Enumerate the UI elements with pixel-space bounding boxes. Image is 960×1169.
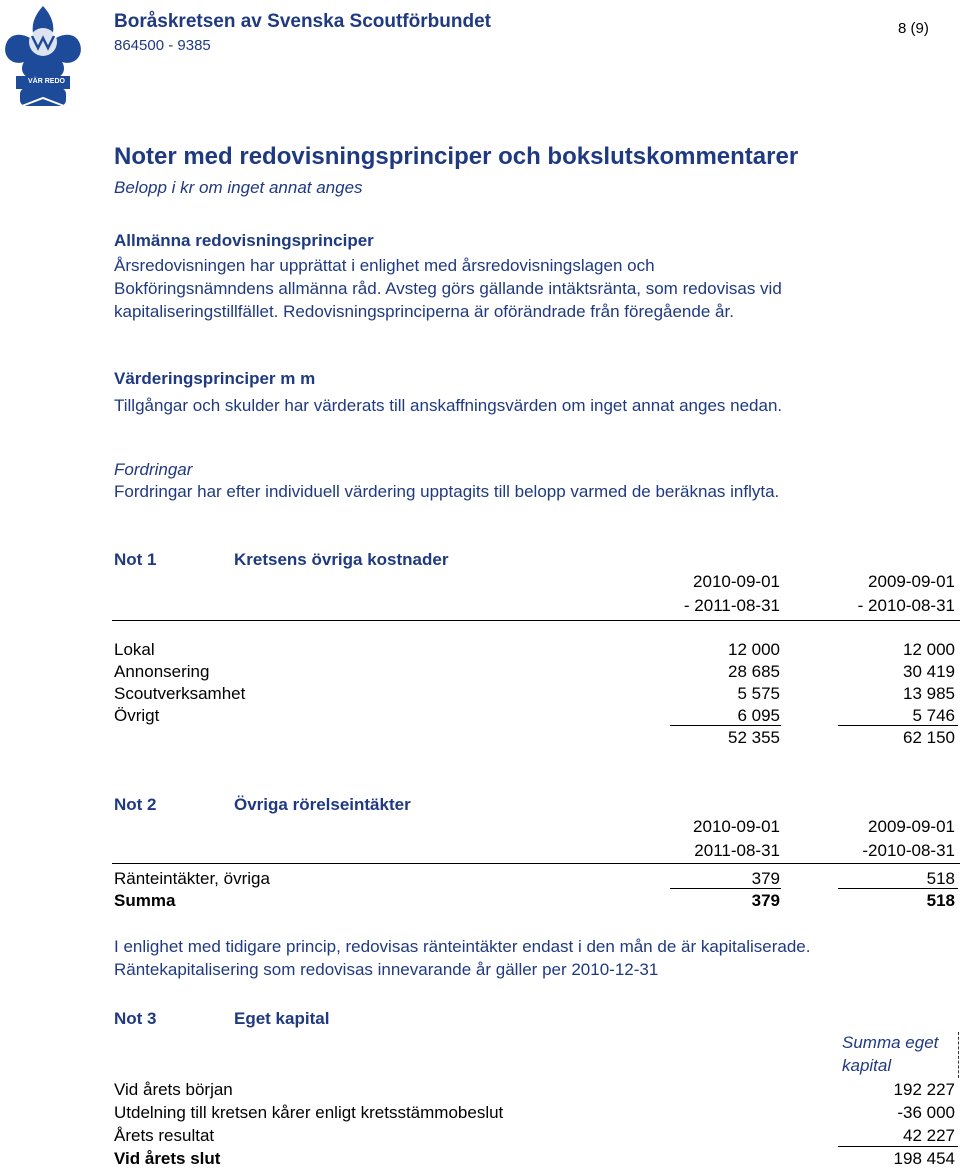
note1-row-value-previous: 12 000 xyxy=(903,640,955,659)
note3-col-header-2: kapital xyxy=(842,1056,892,1075)
principles-line-2: Bokföringsnämndens allmänna råd. Avsteg görs gällande intäktsränta, som redovisas vid xyxy=(114,279,782,298)
receivables-text: Fordringar har efter individuell värdering upptagits till belopp varmed de beräknas inflyta. xyxy=(114,482,780,501)
note2-label: Not 2 xyxy=(114,795,157,814)
note3-total-label: Vid årets slut xyxy=(114,1149,221,1168)
note1-col1-end: - 2011-08-31 xyxy=(683,596,780,615)
valuation-heading: Värderingsprinciper m m xyxy=(114,369,316,388)
note3-row-label: Utdelning till kretsen kårer enligt kretsstämmobeslut xyxy=(114,1103,504,1122)
note1-row-value-current: 5 575 xyxy=(737,684,780,703)
note1-row-value-current: 12 000 xyxy=(728,640,780,659)
note3-col-header-1: Summa eget xyxy=(842,1033,939,1052)
note3-row-value: -36 000 xyxy=(897,1103,955,1122)
organization-name: Boråskretsen av Svenska Scoutförbundet xyxy=(114,11,491,32)
note1-row-value-previous: 30 419 xyxy=(903,662,955,681)
principles-line-3: kapitaliseringstillfället. Redovisningsprinciperna är oförändrade från föregående år. xyxy=(114,302,734,321)
organization-number: 864500 - 9385 xyxy=(114,37,211,54)
note1-row-label: Scoutverksamhet xyxy=(114,684,246,703)
logo-motto: VÄR REDO xyxy=(28,78,65,85)
note1-col2-start: 2009-09-01 xyxy=(868,572,955,591)
note1-col2-end: - 2010-08-31 xyxy=(857,596,955,615)
note2-row-label: Ränteintäkter, övriga xyxy=(114,869,270,888)
note2-remark-1: I enlighet med tidigare princip, redovisas ränteintäkter endast i den mån de är kapitaliserade. xyxy=(114,937,811,956)
note3-column-border xyxy=(958,1032,959,1078)
note1-row-label: Lokal xyxy=(114,640,155,659)
note1-row-value-previous: 13 985 xyxy=(903,684,955,703)
note3-row-label: Årets resultat xyxy=(114,1126,215,1145)
note3-row-value: 42 227 xyxy=(903,1126,955,1145)
note2-col2-end: -2010-08-31 xyxy=(862,841,955,860)
principles-heading: Allmänna redovisningsprinciper xyxy=(114,231,374,250)
note2-col2-start: 2009-09-01 xyxy=(868,817,955,836)
note1-total-previous: 62 150 xyxy=(903,728,955,747)
valuation-text: Tillgångar och skulder har värderats till anskaffningsvärden om inget annat anges nedan. xyxy=(114,396,783,415)
note1-row-value-current: 28 685 xyxy=(728,662,780,681)
note2-title: Övriga rörelseintäkter xyxy=(234,795,411,814)
scout-logo xyxy=(2,2,84,110)
note1-label: Not 1 xyxy=(114,550,157,569)
receivables-heading: Fordringar xyxy=(114,460,193,479)
note1-sum-rule-current xyxy=(670,725,781,726)
principles-line-1: Årsredovisningen har upprättat i enlighet med årsredovisningslagen och xyxy=(114,256,655,275)
note2-remark-2: Räntekapitalisering som redovisas innevarande år gäller per 2010-12-31 xyxy=(114,960,659,979)
note3-label: Not 3 xyxy=(114,1009,157,1028)
note1-row-value-current: 6 095 xyxy=(737,706,780,725)
note2-sum-rule-previous xyxy=(838,888,958,889)
note1-title: Kretsens övriga kostnader xyxy=(234,550,449,569)
note1-sum-rule-previous xyxy=(838,725,958,726)
page-subtitle: Belopp i kr om inget annat anges xyxy=(114,178,363,197)
note2-col1-start: 2010-09-01 xyxy=(693,817,780,836)
note2-row-value-previous: 518 xyxy=(926,869,955,888)
note3-total-value: 198 454 xyxy=(893,1149,955,1168)
note2-total-previous: 518 xyxy=(926,891,955,910)
note3-row-value: 192 227 xyxy=(893,1080,955,1099)
note3-row-label: Vid årets början xyxy=(114,1080,233,1099)
note1-total-current: 52 355 xyxy=(728,728,780,747)
note2-total-label: Summa xyxy=(114,891,176,910)
note1-row-label: Övrigt xyxy=(114,706,160,725)
note1-row-label: Annonsering xyxy=(114,662,210,681)
page-number: 8 (9) xyxy=(898,20,929,37)
note2-total-current: 379 xyxy=(751,891,780,910)
note2-row-value-current: 379 xyxy=(751,869,780,888)
note3-title: Eget kapital xyxy=(234,1009,330,1028)
note1-row-value-previous: 5 746 xyxy=(912,706,955,725)
note2-header-rule xyxy=(112,863,960,864)
note1-col1-start: 2010-09-01 xyxy=(693,572,780,591)
note2-col1-end: 2011-08-31 xyxy=(694,841,780,860)
note2-sum-rule-current xyxy=(670,888,781,889)
note3-sum-rule xyxy=(838,1146,958,1147)
note1-header-rule xyxy=(112,620,960,621)
page-title: Noter med redovisningsprinciper och bokslutskommentarer xyxy=(114,143,799,170)
